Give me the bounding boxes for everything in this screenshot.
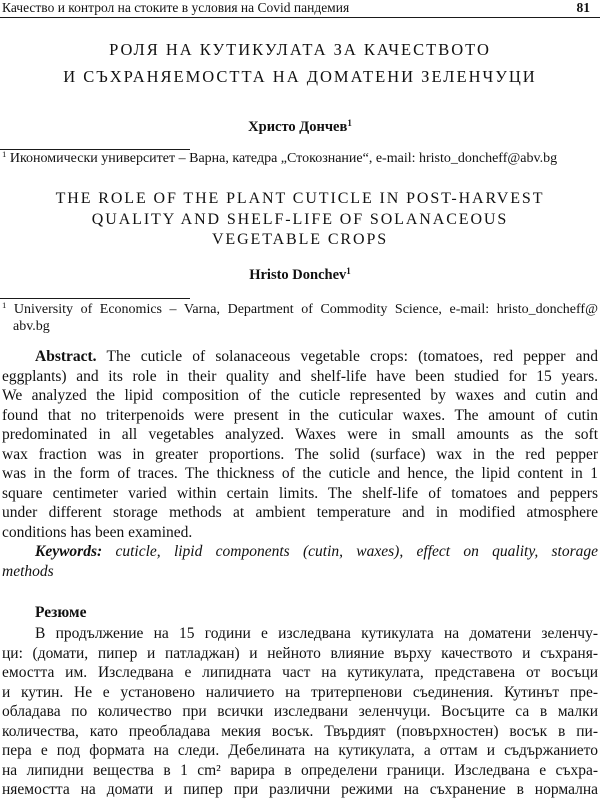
bulgarian-title-line: РОЛЯ НА КУТИКУЛАТА ЗА КАЧЕСТВОТО: [109, 40, 491, 59]
abstract-line: was in the form of traces. The thickness of the cuticle and hence, the lipid content in 1: [2, 465, 598, 482]
footnote-line: abv.bg: [13, 319, 50, 334]
affiliation-mark: 1: [347, 118, 352, 129]
summary-line: пера е под формата на следи. Дебелината на кутикулата, а оттам и съдържанието: [2, 742, 598, 759]
english-title: [0, 189, 600, 251]
summary-line: В продължение на 15 години е изследвана кутикулата на доматени зеленчу-: [35, 625, 598, 642]
bulgarian-title-line: И СЪХРАНЯЕМОСТТА НА ДОМАТЕНИ ЗЕЛЕНЧУЦИ: [63, 67, 537, 86]
abstract-line: predominated in all vegetables analyzed. Waxes were in small amounts as the soft: [2, 426, 598, 443]
english-title-line: VEGETABLE CROPS: [211, 231, 389, 248]
abstract-line: [2, 347, 598, 367]
footnote-separator: [0, 298, 190, 299]
summary-line: емостта им. Изследвана е липидната част на кутикулата, представена от восъци: [2, 664, 598, 681]
summary-line: и кутин. Не е установено наличието на тритерпенови съединения. Кутинът пре-: [2, 683, 598, 701]
running-header-title: Качество и контрол на стоките в условия на Covid пандемия: [2, 0, 350, 15]
bulgarian-affiliation-footnote: [2, 151, 598, 167]
footnote-line: [2, 301, 598, 318]
bulgarian-title: [0, 36, 600, 90]
keywords-label: Keywords:: [35, 543, 103, 560]
running-header: [2, 0, 592, 16]
abstract-line: under different storage methods at ambient temperature and in modified atmosphere: [2, 504, 598, 521]
keywords: [2, 542, 598, 581]
author-name: Христо Дончев: [248, 119, 348, 135]
abstract-text: The cuticle of solanaceous vegetable crops: (tomatoes, red pepper and: [106, 348, 598, 365]
summary-line: обладава по количество при всички изследвани зеленчуци. Восъците са в малки: [2, 703, 598, 720]
english-title-line: QUALITY AND SHELF-LIFE OF SOLANACEOUS: [91, 210, 509, 228]
abstract-line: eggplants) and its role in their quality and shelf-life have been studied for 15 years.: [2, 367, 598, 385]
footnote-text: Икономически университет – Варна, катедра „Стокознание“, e-mail: hristo_doncheff@abv.bg: [9, 151, 558, 166]
summary-line: количества, като преобладава мекия восък. Твърдият (повърхностен) восък в пи-: [2, 722, 598, 740]
footnote-text: University of Economics – Varna, Department of Commodity Science, e-mail: hristo_doncheff@: [13, 302, 598, 317]
summary-heading: Резюме: [35, 604, 87, 621]
keywords-line: methods: [2, 562, 54, 580]
english-affiliation-footnote: [2, 301, 598, 335]
footnote-separator: [0, 149, 190, 150]
abstract-label: Abstract.: [35, 348, 97, 365]
affiliation-mark: 1: [346, 266, 351, 277]
summary-line: ци: (домати, пипер и патладжан) и нейното влияние върху качеството и съхраня-: [2, 644, 598, 662]
header-rule: [0, 17, 600, 18]
abstract-line: square centimeter varied within certain limits. The shelf-life of tomatoes and peppers: [2, 484, 598, 502]
abstract-line: found that no triterpenoids were present in the cuticular waxes. The amount of cutin: [2, 406, 598, 424]
footnote-line: [2, 151, 598, 167]
abstract-line: We analyzed the lipid composition of the cuticle represented by waxes and cutin and: [2, 387, 598, 404]
summary: [2, 624, 598, 800]
english-title-line: THE ROLE OF THE PLANT CUTICLE IN POST-HARVEST: [55, 190, 545, 207]
summary-line: няемостта на домати и пипер при различни режими на съхранение в нормална: [2, 781, 598, 798]
keywords-line: [2, 542, 598, 562]
page-number: 81: [576, 0, 590, 15]
abstract-line: conditions has been examined.: [2, 523, 193, 541]
english-author: [0, 266, 600, 284]
footnote-mark: 1: [2, 149, 7, 160]
bulgarian-author: [0, 118, 600, 136]
footnote-mark: 1: [2, 300, 7, 311]
summary-line: на липидни вещества в 1 cm² варира в определени граници. Изследвана е съхра-: [2, 761, 598, 779]
abstract-line: wax fraction was in greater proportions. The solid (surface) wax in the red pepper: [2, 445, 598, 463]
author-name: Hristo Donchev: [249, 267, 347, 283]
abstract: [2, 347, 598, 542]
keywords-text: cuticle, lipid components (cutin, waxes), effect on quality, storage: [115, 543, 599, 560]
